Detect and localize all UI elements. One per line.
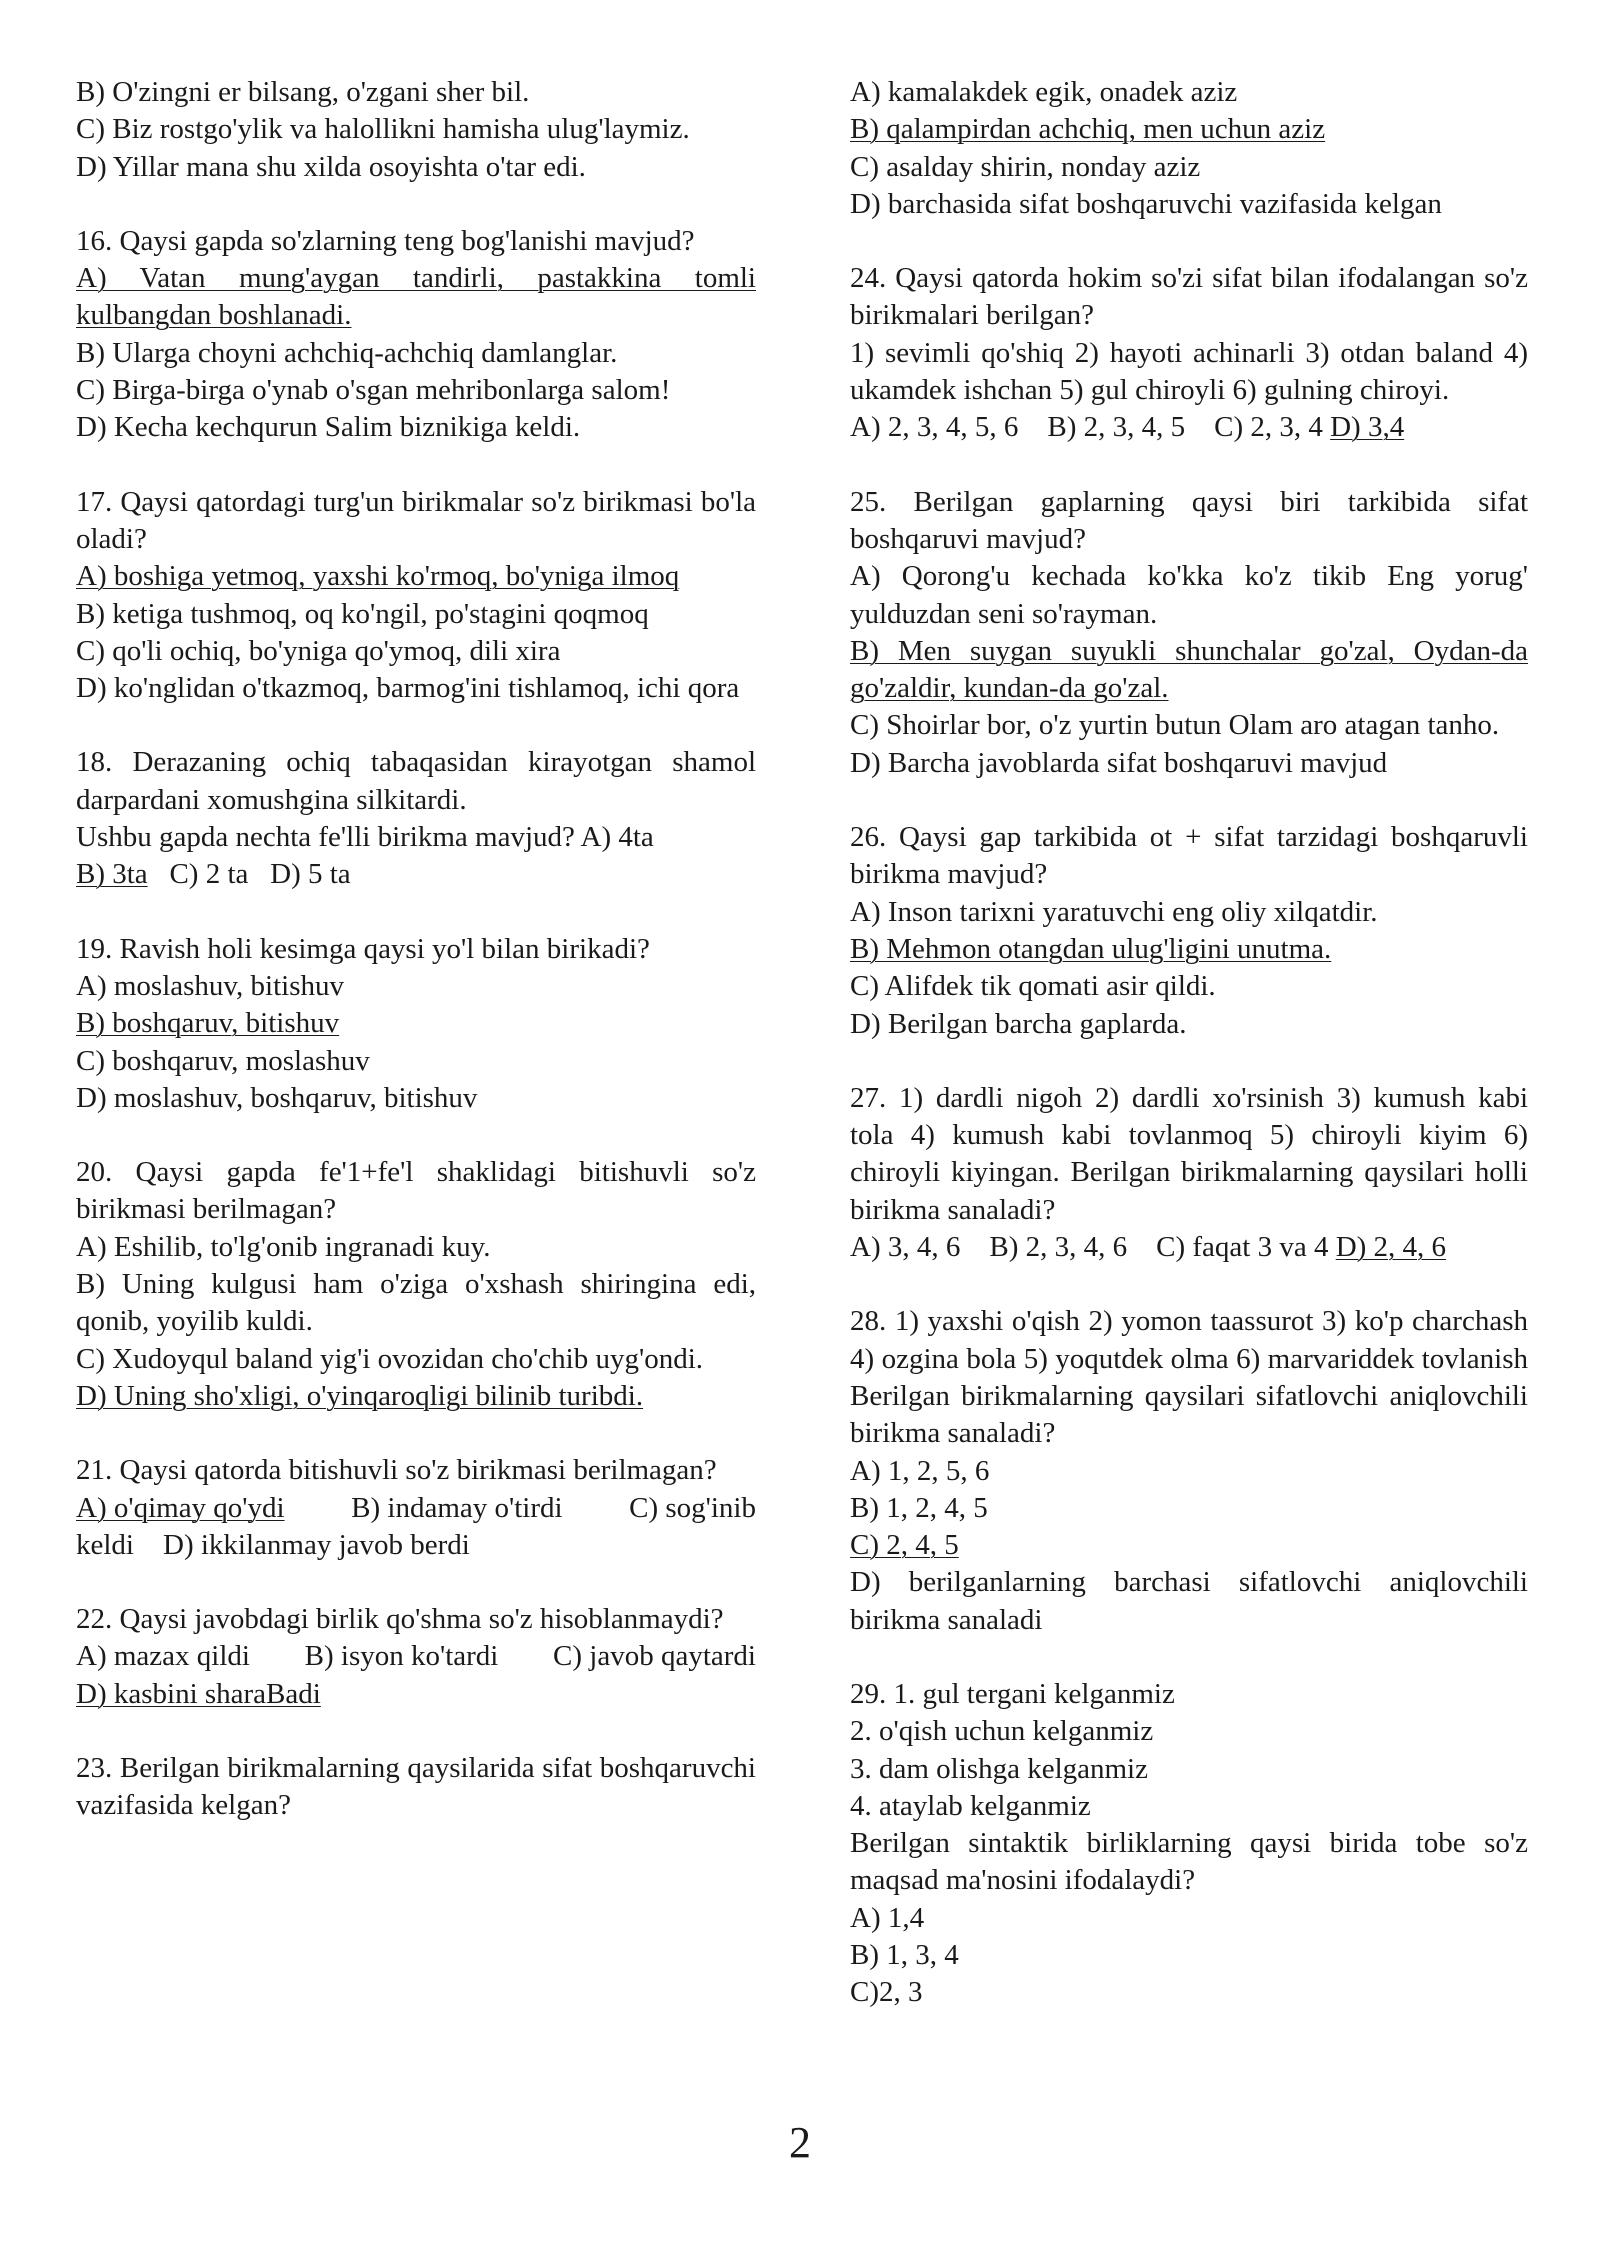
question-prompt: Ushbu gapda nechta fe'lli birikma mavjud? A) 4ta <box>76 821 654 854</box>
option-b: B) indamay o'tirdi <box>351 1491 563 1524</box>
question-text: 22. Qaysi javobdagi birlik qo'shma so'z hisoblanmaydi? <box>76 1603 724 1636</box>
option-a: A) 2, 3, 4, 5, 6 <box>850 411 1019 444</box>
option-d: D) Kecha kechqurun Salim biznikiga keldi. <box>76 411 581 444</box>
option-a: A) moslashuv, bitishuv <box>76 969 344 1002</box>
page-number: 2 <box>789 2118 811 2167</box>
question-text: 17. Qaysi qatordagi turg'un birikmalar so'z birikmasi bo'la oladi? <box>76 485 756 555</box>
question-text: 28. 1) yaxshi o'qish 2) yomon taassurot 3) ko'p charchash 4) ozgina bola 5) yoqutdek olma 6) marvariddek tovlanish Berilgan birikmalarning qaysilari sifatlovchi aniqlovchili birikma sanaladi? <box>850 1305 1528 1450</box>
option-a: A) 1,4 <box>850 1901 925 1934</box>
right-column <box>850 74 1528 2012</box>
question-text: 26. Qaysi gap tarkibida ot + sifat tarzidagi boshqaruvli birikma mavjud? <box>850 821 1528 891</box>
option-b-answer: B) boshqaruv, bitishuv <box>76 1007 340 1040</box>
option-a: A) 3, 4, 6 <box>850 1231 961 1264</box>
option-d-answer: D) Uning sho'xligi, o'yinqaroqligi bilinib turibdi. <box>76 1379 644 1412</box>
option-d: D) berilganlarning barchasi sifatlovchi aniqlovchili birikma sanaladi <box>850 1566 1528 1636</box>
question-18 <box>76 744 756 893</box>
option-d-answer: D) 3,4 <box>1330 411 1405 444</box>
option-b-answer: B) Mehmon otangdan ulug'ligini unutma. <box>850 932 1332 965</box>
option-c: C) Xudoyqul baland yig'i ovozidan cho'chib uyg'ondi. <box>76 1342 703 1375</box>
option-a: A) kamalakdek egik, onadek aziz <box>850 76 1238 108</box>
option-d: D) barchasida sifat boshqaruvchi vazifasida kelgan <box>850 187 1442 220</box>
option-d-answer: D) kasbini sharaBadi <box>76 1677 321 1710</box>
item-4: 4. ataylab kelganmiz <box>850 1789 1091 1822</box>
question-15-continued <box>76 74 756 186</box>
question-23-continued <box>850 74 1528 223</box>
option-c: C) 2, 3, 4 <box>1214 411 1323 444</box>
question-20 <box>76 1154 756 1415</box>
question-text: 20. Qaysi gapda fe'1+fe'l shaklidagi bitishuvli so'z birikmasi berilmagan? <box>76 1156 756 1226</box>
option-c: C) Biz rostgo'ylik va halollikni hamisha ulug'laymiz. <box>76 113 690 146</box>
question-items: 1) sevimli qo'shiq 2) hayoti achinarli 3) otdan baland 4) ukamdek ishchan 5) gul chiroyli 6) gulning chiroyi. <box>850 336 1528 407</box>
option-c: C) sog'inib <box>629 1491 756 1524</box>
option-d: D) Berilgan barcha gaplarda. <box>850 1007 1187 1040</box>
question-19 <box>76 931 756 1117</box>
option-d: D) ikkilanmay javob berdi <box>163 1528 470 1561</box>
option-d-answer: D) 2, 4, 6 <box>1335 1231 1447 1264</box>
question-text: 18. Derazaning ochiq tabaqasidan kirayotgan shamol darpardani xomushgina silkitardi. <box>76 746 756 816</box>
question-17 <box>76 484 756 708</box>
option-c-answer: C) 2, 4, 5 <box>850 1529 959 1562</box>
item-2: 2. o'qish uchun kelganmiz <box>850 1715 1154 1748</box>
option-a: A) Qorong'u kechada ko'kka ko'z tikib Eng yorug' yulduzdan seni so'rayman. <box>850 560 1528 630</box>
option-c: C) Shoirlar bor, o'z yurtin butun Olam aro atagan tanho. <box>850 709 1500 742</box>
option-c: C) 2 ta <box>169 858 249 891</box>
question-27 <box>850 1080 1528 1266</box>
question-22 <box>76 1601 756 1713</box>
option-d: D) moslashuv, boshqaruv, bitishuv <box>76 1081 478 1114</box>
option-d: D) ko'nglidan o'tkazmoq, barmog'ini tishlamoq, ichi qora <box>76 672 740 705</box>
option-d: D) Yillar mana shu xilda osoyishta o'tar edi. <box>76 150 586 183</box>
question-text: 19. Ravish holi kesimga qaysi yo'l bilan birikadi? <box>76 932 650 965</box>
question-text: 25. Berilgan gaplarning qaysi biri tarkibida sifat boshqaruvi mavjud? <box>850 485 1528 555</box>
question-text: 16. Qaysi gapda so'zlarning teng bog'lanishi mavjud? <box>76 224 695 257</box>
question-text: 27. 1) dardli nigoh 2) dardli xo'rsinish 3) kumush kabi tola 4) kumush kabi tovlanmoq 5) chiroyli kiyim 6) chiroyli kiyingan. Berilgan birikmalarning qaysilari holli birikma sanaladi? <box>850 1081 1528 1226</box>
option-a-answer: A) o'qimay qo'ydi <box>76 1491 285 1524</box>
option-c: C) qo'li ochiq, bo'yniga qo'ymoq, dili xira <box>76 634 561 667</box>
option-b: B) 2, 3, 4, 6 <box>989 1231 1128 1264</box>
question-24 <box>850 260 1528 446</box>
option-a-answer: A) boshiga yetmoq, yaxshi ko'rmoq, bo'yniga ilmoq <box>76 560 680 593</box>
option-d: D) 5 ta <box>270 858 351 891</box>
option-c: C)2, 3 <box>850 1976 923 2009</box>
option-d: D) Barcha javoblarda sifat boshqaruvi mavjud <box>850 746 1388 779</box>
question-text: 21. Qaysi qatorda bitishuvli so'z birikmasi berilmagan? <box>76 1454 717 1487</box>
question-26 <box>850 819 1528 1043</box>
item-1: 29. 1. gul tergani kelganmiz <box>850 1677 1175 1710</box>
option-b: B) 1, 2, 4, 5 <box>850 1491 988 1524</box>
question-28 <box>850 1303 1528 1639</box>
question-text: 24. Qaysi qatorda hokim so'zi sifat bilan ifodalangan so'z birikmalari berilgan? <box>850 262 1528 332</box>
option-c: C) Birga-birga o'ynab o'sgan mehribonlarga salom! <box>76 374 671 407</box>
question-text: 23. Berilgan birikmalarning qaysilarida sifat boshqaruvchi vazifasida kelgan? <box>76 1751 756 1822</box>
option-c: C) boshqaruv, moslashuv <box>76 1044 370 1077</box>
option-b: B) 1, 3, 4 <box>850 1939 959 1972</box>
option-c: C) asalday shirin, nonday aziz <box>850 150 1201 183</box>
option-c: C) faqat 3 va 4 <box>1156 1231 1329 1264</box>
option-a: A) Inson tarixni yaratuvchi eng oliy xilqatdir. <box>850 895 1378 928</box>
item-3: 3. dam olishga kelganmiz <box>850 1752 1148 1785</box>
option-c-continued: keldi <box>76 1528 134 1561</box>
option-b: B) Uning kulgusi ham o'ziga o'xshash shiringina edi, qonib, yoyilib kuldi. <box>76 1268 756 1338</box>
option-c: C) Alifdek tik qomati asir qildi. <box>850 970 1216 1003</box>
question-23 <box>76 1750 756 1825</box>
option-b: B) Ularga choyni achchiq-achchiq damlanglar. <box>76 336 618 369</box>
question-29 <box>850 1676 1528 2012</box>
option-b: B) 2, 3, 4, 5 <box>1047 411 1186 444</box>
question-16 <box>76 223 756 447</box>
option-a: A) Eshilib, to'lg'onib ingranadi kuy. <box>76 1230 491 1263</box>
question-21 <box>76 1452 756 1564</box>
left-column <box>76 74 756 1825</box>
question-25 <box>850 484 1528 782</box>
option-b: B) isyon ko'tardi <box>304 1640 499 1673</box>
option-b-answer: B) 3ta <box>76 858 148 891</box>
option-b-answer: B) Men suygan suyukli shunchalar go'zal, Oydan-da go'zaldir, kundan-da go'zal. <box>850 634 1528 705</box>
option-c: C) javob qaytardi <box>553 1640 756 1673</box>
option-b: B) O'zingni er bilsang, o'zgani sher bil. <box>76 76 530 108</box>
option-b-answer: B) qalampirdan achchiq, men uchun aziz <box>850 113 1326 146</box>
option-a: A) 1, 2, 5, 6 <box>850 1454 990 1487</box>
option-b: B) ketiga tushmoq, oq ko'ngil, po'stagini qoqmoq <box>76 597 649 630</box>
question-text: Berilgan sintaktik birliklarning qaysi birida tobe so'z maqsad ma'nosini ifodalaydi? <box>850 1827 1528 1897</box>
option-a: A) mazax qildi <box>76 1640 250 1673</box>
option-a-answer: A) Vatan mung'aygan tandirli, pastakkina tomli kulbangdan boshlanadi. <box>76 262 756 332</box>
